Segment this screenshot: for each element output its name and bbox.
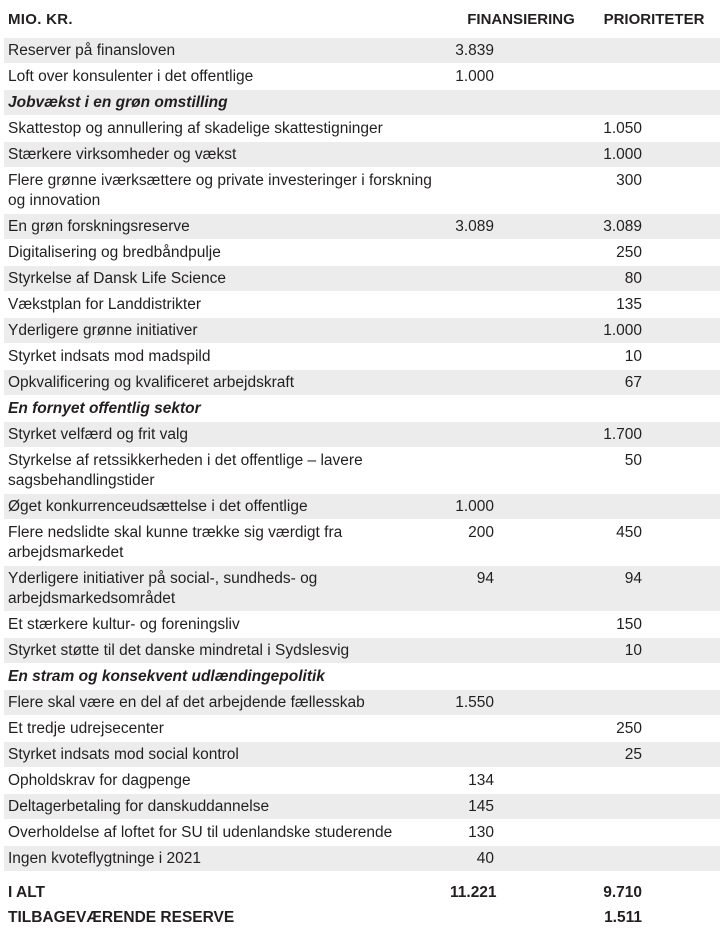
finansiering-value: 130 bbox=[468, 823, 494, 841]
table-row bbox=[4, 690, 720, 716]
finansiering-value: 1.550 bbox=[455, 693, 494, 711]
finansiering-value: 3.839 bbox=[455, 41, 494, 59]
section-heading: En stram og konsekvent udlændingepolitik bbox=[8, 667, 325, 685]
table-row bbox=[4, 422, 720, 448]
total-label: I ALT bbox=[8, 883, 46, 901]
row-label: Styrkelse af retssikkerheden i det offentlige – lavere sagsbehandlingstider bbox=[8, 451, 363, 489]
table-row bbox=[4, 566, 720, 612]
row-label: Styrket indsats mod social kontrol bbox=[8, 745, 239, 763]
row-label: Yderligere initiativer på social-, sundheds- og arbejdsmarkedsområdet bbox=[8, 569, 318, 607]
header-unit-label: MIO. KR. bbox=[8, 10, 73, 28]
row-label: Deltagerbetaling for danskuddannelse bbox=[8, 797, 270, 815]
total-row bbox=[4, 880, 720, 905]
table-row bbox=[4, 520, 720, 566]
table-row bbox=[4, 716, 720, 742]
table-row bbox=[4, 344, 720, 370]
row-label: Ingen kvoteflygtninge i 2021 bbox=[8, 849, 202, 867]
header-prioriteter: PRIORITETER bbox=[603, 10, 705, 28]
row-label: Yderligere grønne initiativer bbox=[8, 321, 198, 339]
total-label: TILBAGEVÆRENDE RESERVE bbox=[8, 908, 235, 926]
table-row bbox=[4, 240, 720, 266]
total-prioriteter: 9.710 bbox=[603, 883, 642, 901]
total-finansiering: 11.221 bbox=[450, 883, 497, 901]
budget-table bbox=[4, 38, 720, 872]
prioriteter-value: 250 bbox=[616, 719, 642, 737]
prioriteter-value: 1.000 bbox=[603, 321, 642, 339]
row-label: Øget konkurrenceudsættelse i det offentlige bbox=[8, 497, 308, 515]
table-header bbox=[0, 0, 720, 38]
finansiering-value: 145 bbox=[468, 797, 494, 815]
table-row bbox=[4, 142, 720, 168]
table-row bbox=[4, 214, 720, 240]
remaining-reserve-row bbox=[4, 905, 720, 930]
prioriteter-value: 10 bbox=[624, 347, 642, 365]
finansiering-value: 40 bbox=[476, 849, 494, 867]
row-label: Et stærkere kultur- og foreningsliv bbox=[8, 615, 240, 633]
row-label: En grøn forskningsreserve bbox=[8, 217, 190, 235]
finansiering-value: 1.000 bbox=[455, 67, 494, 85]
finansiering-value: 134 bbox=[468, 771, 494, 789]
section-heading-row bbox=[4, 664, 720, 690]
row-label: Styrket indsats mod madspild bbox=[8, 347, 211, 365]
finansiering-value: 3.089 bbox=[455, 217, 494, 235]
total-prioriteter: 1.511 bbox=[604, 908, 642, 926]
row-label: Loft over konsulenter i det offentlige bbox=[8, 67, 254, 85]
section-heading-row bbox=[4, 396, 720, 422]
table-row bbox=[4, 116, 720, 142]
table-row bbox=[4, 266, 720, 292]
prioriteter-value: 80 bbox=[624, 269, 642, 287]
prioriteter-value: 135 bbox=[616, 295, 642, 313]
prioriteter-value: 10 bbox=[624, 641, 642, 659]
table-row bbox=[4, 370, 720, 396]
table-row bbox=[4, 168, 720, 214]
prioriteter-value: 1.700 bbox=[603, 425, 642, 443]
row-label: Opkvalificering og kvalificeret arbejdskraft bbox=[8, 373, 295, 391]
finansiering-value: 1.000 bbox=[455, 497, 494, 515]
prioriteter-value: 67 bbox=[624, 373, 642, 391]
row-label: Digitalisering og bredbåndpulje bbox=[8, 243, 221, 261]
section-heading-row bbox=[4, 90, 720, 116]
prioriteter-value: 50 bbox=[624, 451, 642, 469]
table-row bbox=[4, 292, 720, 318]
row-label: Styrkelse af Dansk Life Science bbox=[8, 269, 226, 287]
header-finansiering: FINANSIERING bbox=[467, 10, 575, 28]
table-row bbox=[4, 38, 720, 64]
row-label: Opholdskrav for dagpenge bbox=[8, 771, 191, 789]
row-label: Stærkere virksomheder og vækst bbox=[8, 145, 237, 163]
table-row bbox=[4, 742, 720, 768]
table-row bbox=[4, 794, 720, 820]
table-row bbox=[4, 846, 720, 872]
row-label: Flere nedslidte skal kunne trække sig værdigt fra arbejdsmarkedet bbox=[8, 523, 343, 561]
totals-section bbox=[4, 880, 720, 930]
row-label: Et tredje udrejsecenter bbox=[8, 719, 164, 737]
prioriteter-value: 300 bbox=[616, 171, 642, 189]
table-row bbox=[4, 820, 720, 846]
table-row bbox=[4, 318, 720, 344]
row-label: Flere grønne iværksættere og private investeringer i forskning og innovation bbox=[8, 171, 432, 209]
row-label: Vækstplan for Landdistrikter bbox=[8, 295, 201, 313]
table-row bbox=[4, 768, 720, 794]
prioriteter-value: 25 bbox=[624, 745, 642, 763]
section-heading: En fornyet offentlig sektor bbox=[8, 399, 201, 417]
table-row bbox=[4, 638, 720, 664]
row-label: Styrket støtte til det danske mindretal i Sydslesvig bbox=[8, 641, 350, 659]
prioriteter-value: 250 bbox=[616, 243, 642, 261]
row-label: Overholdelse af loftet for SU til udenlandske studerende bbox=[8, 823, 393, 841]
prioriteter-value: 1.000 bbox=[603, 145, 642, 163]
row-label: Styrket velfærd og frit valg bbox=[8, 425, 189, 443]
row-label: Flere skal være en del af det arbejdende fællesskab bbox=[8, 693, 365, 711]
row-label: Skattestop og annullering af skadelige skattestigninger bbox=[8, 119, 383, 137]
table-row bbox=[4, 448, 720, 494]
row-label: Reserver på finansloven bbox=[8, 41, 176, 59]
table-row bbox=[4, 64, 720, 90]
table-row bbox=[4, 612, 720, 638]
prioriteter-value: 150 bbox=[616, 615, 642, 633]
section-heading: Jobvækst i en grøn omstilling bbox=[8, 93, 228, 111]
prioriteter-value: 450 bbox=[616, 523, 642, 541]
table-row bbox=[4, 494, 720, 520]
prioriteter-value: 94 bbox=[624, 569, 642, 587]
prioriteter-value: 3.089 bbox=[603, 217, 642, 235]
finansiering-value: 200 bbox=[468, 523, 494, 541]
prioriteter-value: 1.050 bbox=[603, 119, 642, 137]
finansiering-value: 94 bbox=[476, 569, 494, 587]
